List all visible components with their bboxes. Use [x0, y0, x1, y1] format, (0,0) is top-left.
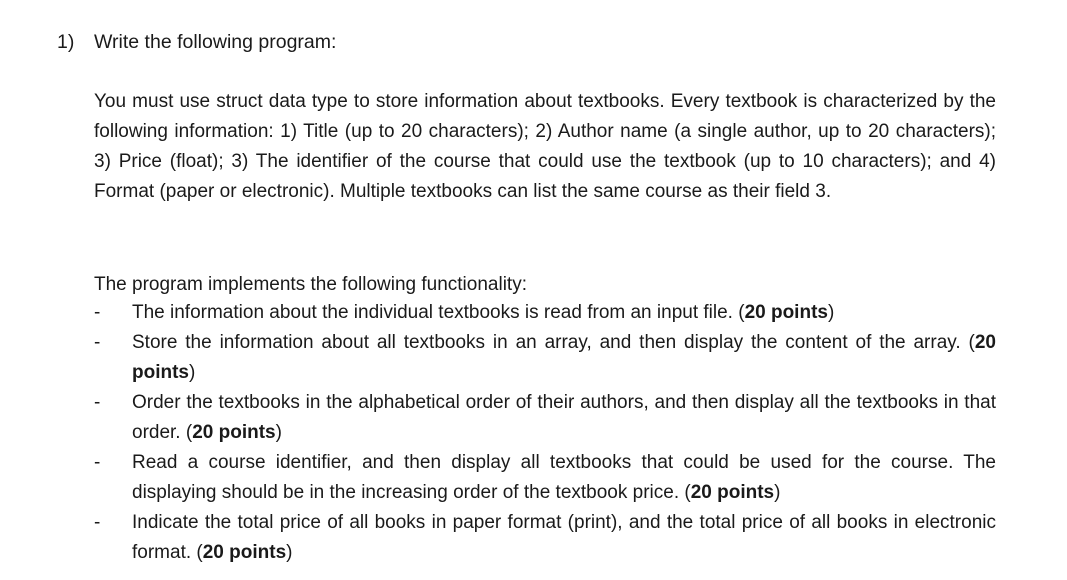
dash-bullet: -	[94, 452, 101, 473]
list-item	[94, 388, 996, 448]
item-close: )	[189, 362, 196, 383]
question-number: 1)	[57, 31, 75, 53]
item-points: 20 points	[744, 302, 828, 323]
question-heading	[57, 29, 336, 55]
item-points: 20 points	[192, 422, 276, 443]
item-points: 20 points	[202, 542, 287, 563]
list-item	[94, 448, 996, 508]
item-close: )	[286, 542, 293, 563]
item-close: )	[275, 422, 282, 443]
dash-bullet: -	[94, 332, 101, 353]
functionality-list	[94, 298, 996, 568]
question-title: Write the following program:	[94, 31, 337, 53]
item-points: 20 points	[690, 482, 775, 503]
list-item	[94, 508, 996, 568]
item-close: )	[774, 482, 781, 503]
item-text: Read a course identifier, and then display all textbooks that could be used for the course. The displaying should be in the increasing order of the textbook price. (	[132, 452, 996, 503]
dash-bullet: -	[94, 392, 101, 413]
item-text: Indicate the total price of all books in paper format (print), and the total price of all books in electronic format. (	[132, 512, 996, 563]
item-points: 20 points	[132, 332, 996, 383]
item-text: The information about the individual textbooks is read from an input file. (	[132, 302, 745, 323]
functionality-lead: The program implements the following functionality:	[94, 274, 527, 295]
list-item	[94, 328, 996, 388]
dash-bullet: -	[94, 512, 101, 533]
item-text: Store the information about all textbooks in an array, and then display the content of the array. (	[132, 332, 975, 353]
dash-bullet: -	[94, 302, 101, 323]
item-close: )	[827, 302, 835, 323]
item-text: Order the textbooks in the alphabetical order of their authors, and then display all the textbooks in that order. (	[132, 392, 996, 443]
intro-paragraph: You must use struct data type to store information about textbooks. Every textbook is characterized by the following information: 1) Title (up to 20 characters); 2) Author name (a single author, up to 20 characters); 3) Price (float); 3) The identifier of the course that could use the textbook (up to 10 characters); and 4) Format (paper or electronic). Multiple textbooks can list the same course as their field 3.	[94, 91, 996, 202]
list-item	[94, 298, 996, 328]
